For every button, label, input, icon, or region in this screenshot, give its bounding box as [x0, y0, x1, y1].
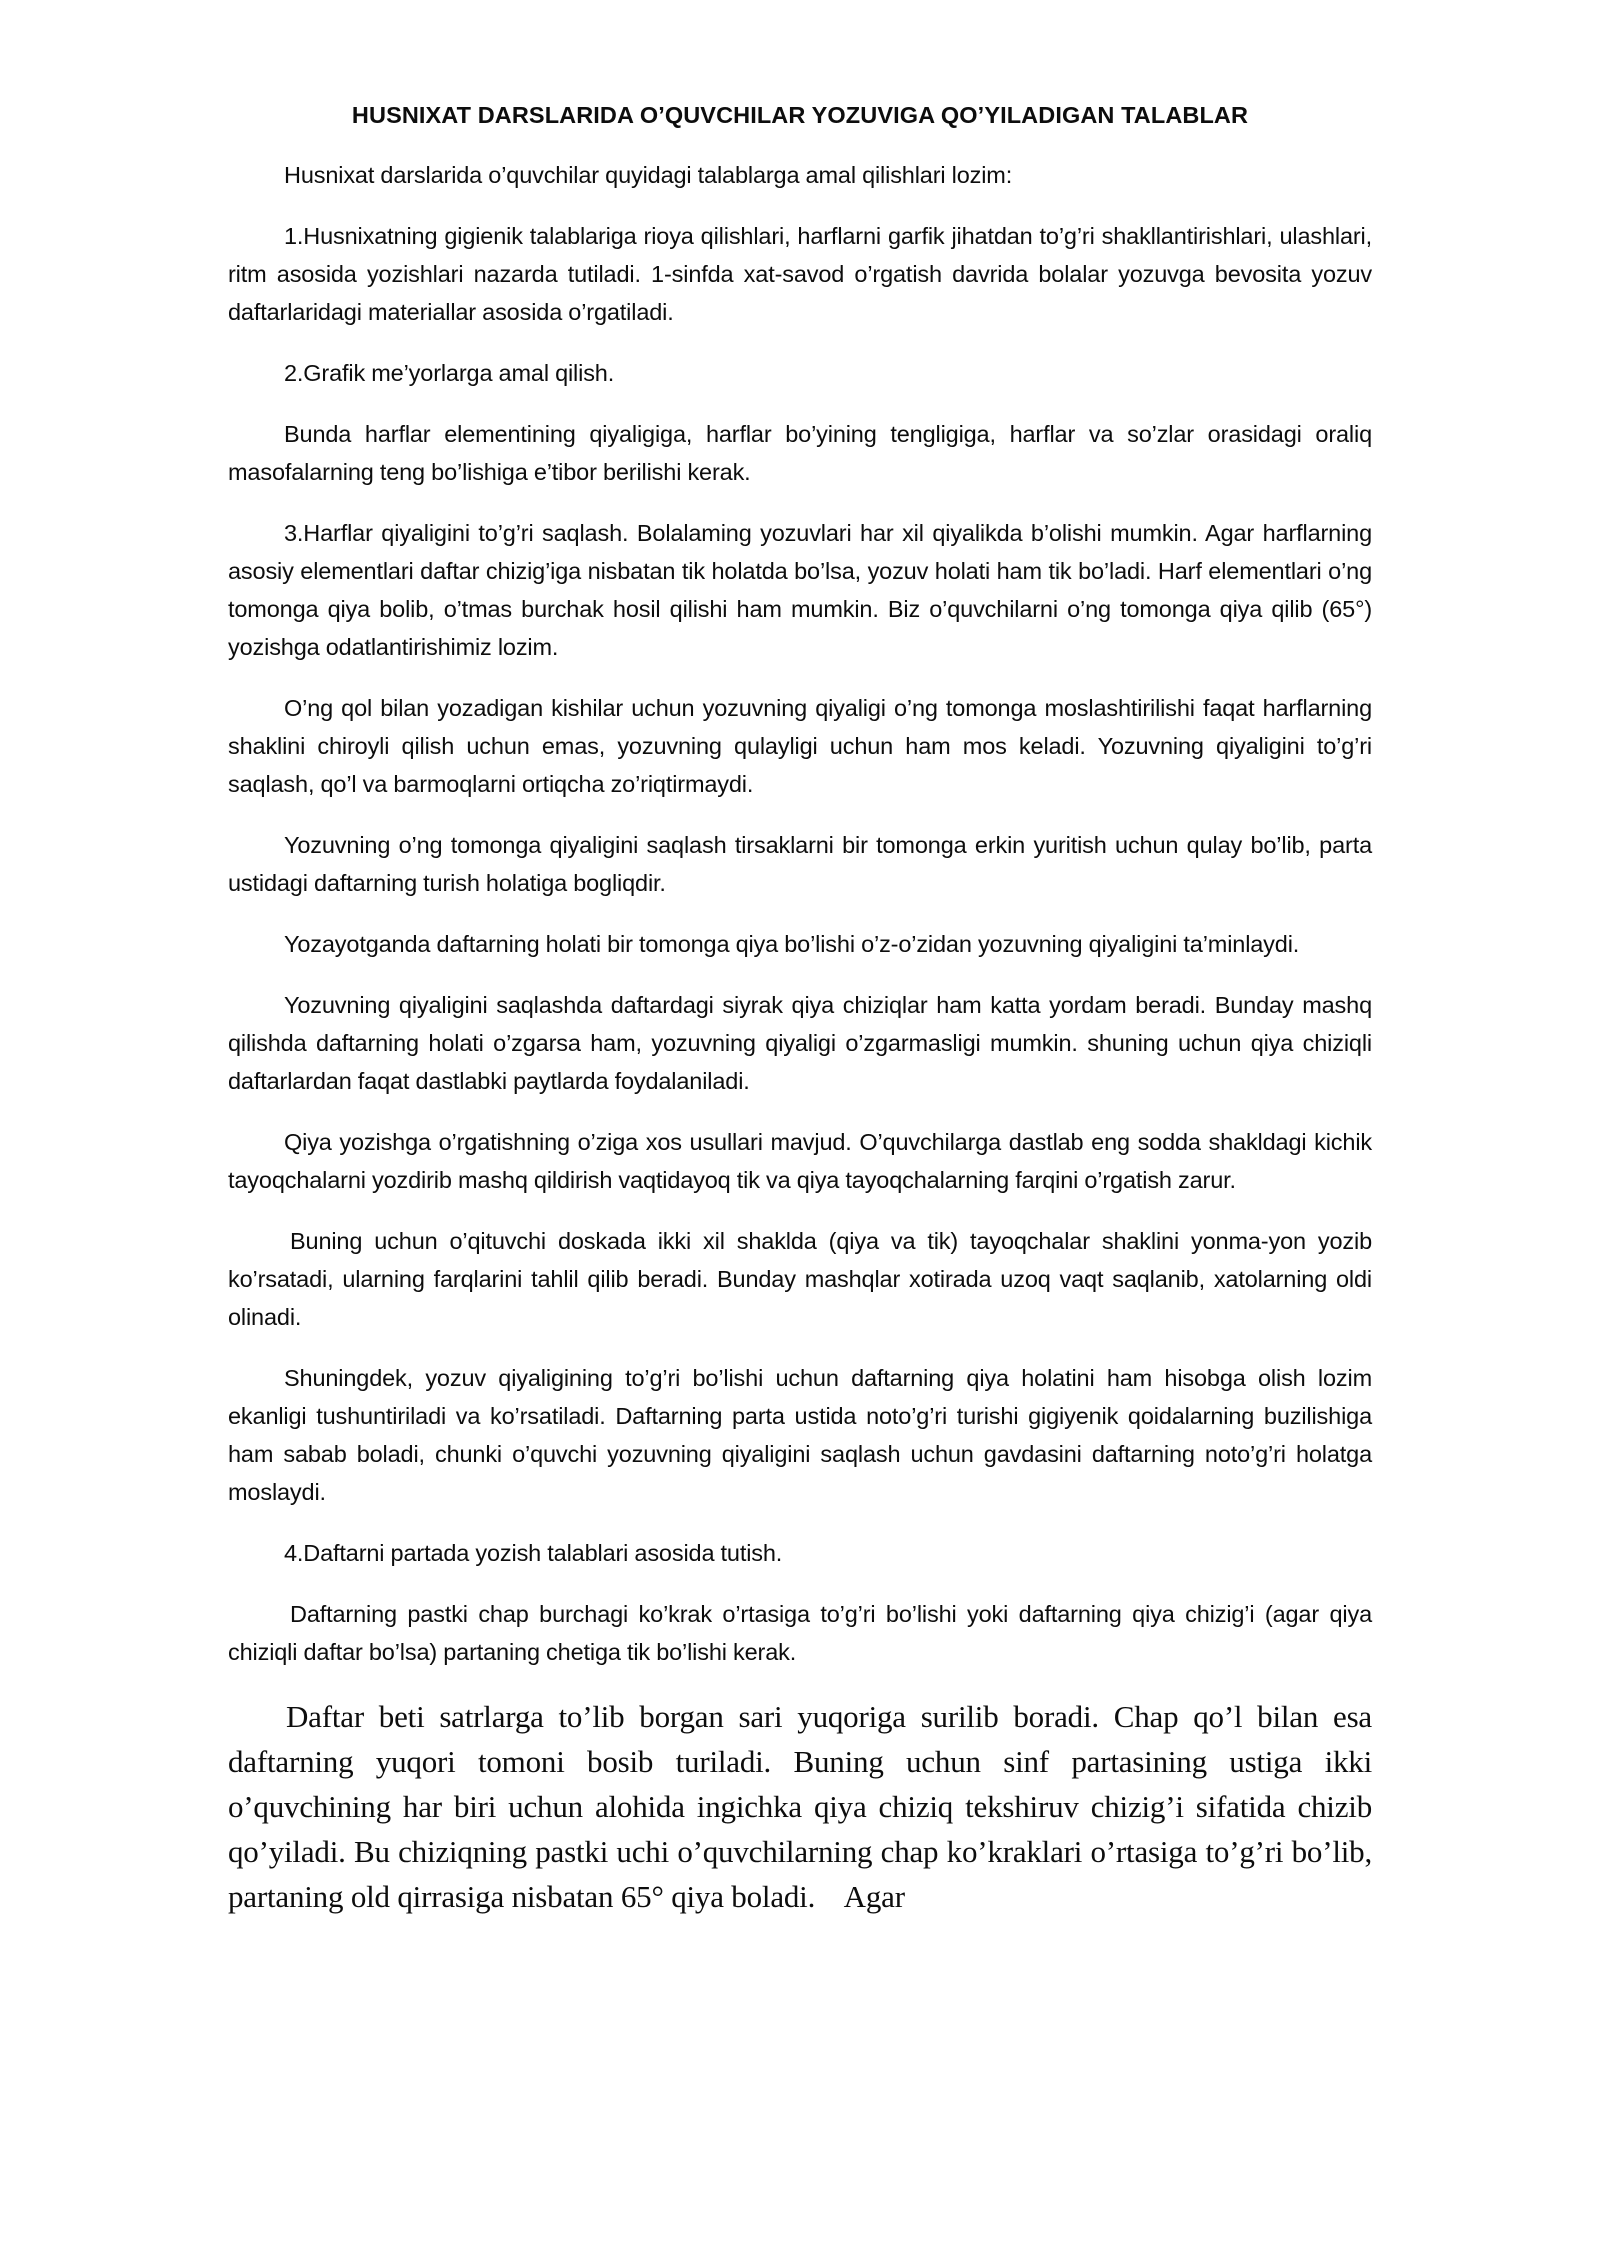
- paragraph-final-serif: [228, 1694, 1372, 1919]
- final-paragraph-trailing: Agar: [815, 1878, 905, 1914]
- paragraph-item-3: 3.Harflar qiyaligini to’g’ri saqlash. Bolalaming yozuvlari har xil qiyalikda b’olishi mumkin. Agar harflarning asosiy elementlari daftar chizig’iga nisbatan tik holatda bo’lsa, yozuv holati ham tik bo’ladi. Harf elementlari o’ng tomonga qiya bolib, o’tmas burchak hosil qilishi ham mumkin. Biz o’quvchilarni o’ng tomonga qiya qilib (65°) yozishga odatlantirishimiz lozim.: [228, 519, 1372, 660]
- paragraph-bunda: Bunda harflar elementining qiyaligiga, harflar bo’yining tengligiga, harflar va so’zlar orasidagi oraliq masofalarning teng bo’lishiga e’tibor berilishi kerak.: [228, 420, 1372, 485]
- paragraph-yozayotganda: Yozayotganda daftarning holati bir tomonga qiya bo’lishi o’z-o’zidan yozuvning qiyaligini ta’minlaydi.: [284, 930, 1300, 957]
- paragraph-shuningdek: Shuningdek, yozuv qiyaligining to’g’ri bo’lishi uchun daftarning qiya holatini ham hisobga olish lozim ekanligi tushuntiriladi va ko’rsatiladi. Daftarning parta ustida noto’g’ri turishi gigiyenik qoidalarning buzilishiga ham sabab boladi, chunki o’quvchi yozuvning qiyaligini saqlash uchun gavdasini daftarning noto’g’ri holatga moslaydi.: [228, 1364, 1372, 1505]
- paragraph-daftarning-pastki: Daftarning pastki chap burchagi ko’krak o’rtasiga to’g’ri bo’lishi yoki daftarning qiya chizig’i (agar qiya chiziqli daftar bo’lsa) partaning chetiga tik bo’lishi kerak.: [228, 1600, 1372, 1665]
- paragraph-siyrak: Yozuvning qiyaligini saqlashda daftardagi siyrak qiya chiziqlar ham katta yordam beradi. Bunday mashq qilishda daftarning holati o’zgarsa ham, yozuvning qiyaligi o’zgarmasligi mumkin. shuning uchun qiya chiziqli daftarlardan faqat dastlabki paytlarda foydalaniladi.: [228, 991, 1372, 1094]
- paragraph-qiya-yozish: Qiya yozishga o’rgatishning o’ziga xos usullari mavjud. O’quvchilarga dastlab eng sodda shakldagi kichik tayoqchalarni yozdirib mashq qildirish vaqtidayoq tik va qiya tayoqchalarning farqini o’rgatish zarur.: [228, 1128, 1372, 1193]
- paragraph-item-4: 4.Daftarni partada yozish talablari asosida tutish.: [284, 1539, 783, 1566]
- paragraph-item-2: 2.Grafik me’yorlarga amal qilish.: [284, 359, 615, 386]
- paragraph-intro: Husnixat darslarida o’quvchilar quyidagi talablarga amal qilishlari lozim:: [284, 161, 1013, 188]
- page-title: HUSNIXAT DARSLARIDA O’QUVCHILAR YOZUVIGA QO’YILADIGAN TALABLAR: [351, 102, 1249, 128]
- paragraph-ong-qol: O’ng qol bilan yozadigan kishilar uchun yozuvning qiyaligi o’ng tomonga moslashtirilishi faqat harflarning shaklini chiroyli qilish uchun emas, yozuvning qulayligi uchun ham mos keladi. Yozuvning qiyaligini to’g’ri saqlash, qo’l va barmoqlarni ortiqcha zo’riqtirmaydi.: [228, 694, 1372, 797]
- paragraph-tirsak: Yozuvning o’ng tomonga qiyaligini saqlash tirsaklarni bir tomonga erkin yuritish uchun qulay bo’lib, parta ustidagi daftarning turish holatiga bogliqdir.: [228, 831, 1372, 896]
- final-paragraph-text: Daftar beti satrlarga to’lib borgan sari yuqoriga surilib boradi. Chap qo’l bilan esa daftarning yuqori tomoni bosib turiladi. Buning uchun sinf partasining ustiga ikki o’quvchining har biri uchun alohida ingichka qiya chiziq tekshiruv chizig’i sifatida chizib qo’yiladi. Bu chiziqning pastki uchi o’quvchilarning chap ko’kraklari o’rtasiga to’g’ri bo’lib, partaning old qirrasiga nisbatan 65° qiya boladi.: [228, 1698, 1372, 1914]
- paragraph-item-1: 1.Husnixatning gigienik talablariga rioya qilishlari, harflarni garfik jihatdan to’g’ri shakllantirishlari, ulashlari, ritm asosida yozishlari nazarda tutiladi. 1-sinfda xat-savod o’rgatish davrida bolalar yozuvga bevosita yozuv daftarlaridagi materiallar asosida o’rgatiladi.: [228, 222, 1372, 325]
- document-body: [228, 100, 1372, 1919]
- paragraph-buning-uchun: Buning uchun o’qituvchi doskada ikki xil shaklda (qiya va tik) tayoqchalar shaklini yonma-yon yozib ko’rsatadi, ularning farqlarini tahlil qilib beradi. Bunday mashqlar xotirada uzoq vaqt saqlanib, xatolarning oldi olinadi.: [228, 1227, 1372, 1330]
